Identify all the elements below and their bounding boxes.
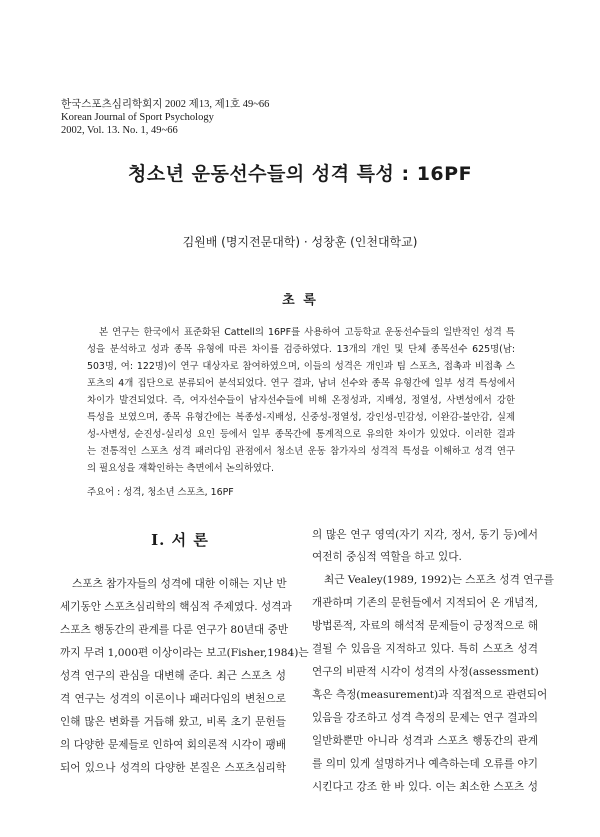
- body-line: 를 의미 있게 설명하거나 예측하는데 오류를 야기: [312, 758, 538, 770]
- body-line: 시킨다고 강조 한 바 있다. 이는 최소한 스포츠 성: [312, 781, 538, 793]
- journal-name-korean: 한국스포츠심리학회지 2002 제13, 제1호 49~66: [61, 99, 270, 110]
- body-line: 개관하며 기존의 문헌들에서 지적되어 온 개념적,: [312, 597, 538, 609]
- abstract-line: 본 연구는 한국에서 표준화된 Cattell의 16PF를 사용하여 고등학교 운동선수들의 일반적인 성격 특: [99, 327, 515, 338]
- body-line: 성격 연구의 관심을 대변해 준다. 최근 스포츠 성: [60, 670, 286, 682]
- body-line: 연구의 비판적 시각이 성격의 사정(assessment): [312, 666, 539, 678]
- body-line: 결될 수 있음을 지적하고 있다. 특히 스포츠 성격: [312, 643, 538, 655]
- abstract-line: 포츠의 4개 집단으로 분류되어 분석되었다. 연구 결과, 남녀 선수와 종목 유형간에 일부 성격 특성에서: [87, 378, 515, 389]
- body-line: 일반화뿐만 아니라 성격과 스포츠 행동간의 관계: [312, 735, 538, 747]
- abstract-line: 차이가 발견되었다. 즉, 여자선수들이 남자선수들에 비해 온정성과, 지배성, 정열성, 사변성에서 강한: [87, 395, 515, 406]
- abstract-heading: 초 록: [282, 293, 318, 308]
- authors: 김원배 (명지전문대학) · 성창훈 (인천대학교): [182, 235, 418, 249]
- journal-volume: 2002, Vol. 13. No. 1, 49~66: [61, 125, 178, 136]
- body-line: 까지 무려 1,000편 이상이라는 보고(Fisher,1984)는: [60, 647, 309, 659]
- section-heading: Ⅰ. 서 론: [151, 531, 209, 549]
- abstract-line: 는 전통적인 스포츠 성격 패러다임 관점에서 청소년 운동 참가자의 성격적 특성을 이해하고 성격 연구: [87, 446, 515, 457]
- abstract-line: 특성을 보였으며, 종목 유형간에는 복종성-지배성, 신중성-정열성, 강인성-민감성, 이완감-불안감, 실제: [87, 412, 515, 423]
- body-line: 방법론적, 자료의 해석적 문제들이 긍정적으로 해: [312, 620, 538, 632]
- body-line: 혹은 측정(measurement)과 직접적으로 관련되어: [312, 689, 548, 701]
- abstract-line: 503명, 여: 122명)이 연구 대상자로 참여하였으며, 이들의 성격은 개인과 팀 스포츠, 접촉과 비접촉 스: [87, 361, 515, 372]
- journal-name-english: Korean Journal of Sport Psychology: [61, 112, 214, 123]
- body-line: 세기동안 스포츠심리학의 핵심적 주제였다. 성격과: [60, 601, 292, 613]
- body-line: 의 많은 연구 영역(자기 지각, 정서, 동기 등)에서: [312, 529, 538, 541]
- body-line: 여전히 중심적 역할을 하고 있다.: [312, 551, 462, 563]
- body-line: 격 연구는 성격의 이론이나 패러다임의 변천으로: [60, 693, 286, 705]
- body-line: 최근 Vealey(1989, 1992)는 스포츠 성격 연구를: [324, 574, 554, 586]
- body-line: 인해 많은 변화를 거듭해 왔고, 비록 초기 문헌들: [60, 716, 286, 728]
- body-line: 의 다양한 문제들로 인하여 회의론적 시각이 팽배: [60, 739, 286, 751]
- body-line: 스포츠 행동간의 관계를 다룬 연구가 80년대 중반: [60, 624, 289, 636]
- body-line: 되어 있으나 성격의 다양한 본질은 스포츠심리학: [60, 762, 286, 774]
- abstract-line: 성-사변성, 순진성-실리성 요인 등에서 일부 종목간에 통계적으로 유의한 차이가 있었다. 이러한 결과: [87, 429, 515, 440]
- body-line: 스포츠 참가자들의 성격에 대한 이해는 지난 반: [72, 578, 287, 590]
- abstract-line: 의 필요성을 재확인하는 측면에서 논의하였다.: [87, 463, 274, 474]
- keywords: 주요어 : 성격, 청소년 스포츠, 16PF: [87, 487, 234, 498]
- abstract-line: 성을 분석하고 성과 종목 유형에 따른 차이를 검증하였다. 13개의 개인 및 단체 종목선수 625명(남:: [87, 344, 515, 355]
- body-line: 있음을 강조하고 성격 측정의 문제는 연구 결과의: [312, 712, 538, 724]
- paper-title: 청소년 운동선수들의 성격 특성 : 16PF: [127, 163, 473, 185]
